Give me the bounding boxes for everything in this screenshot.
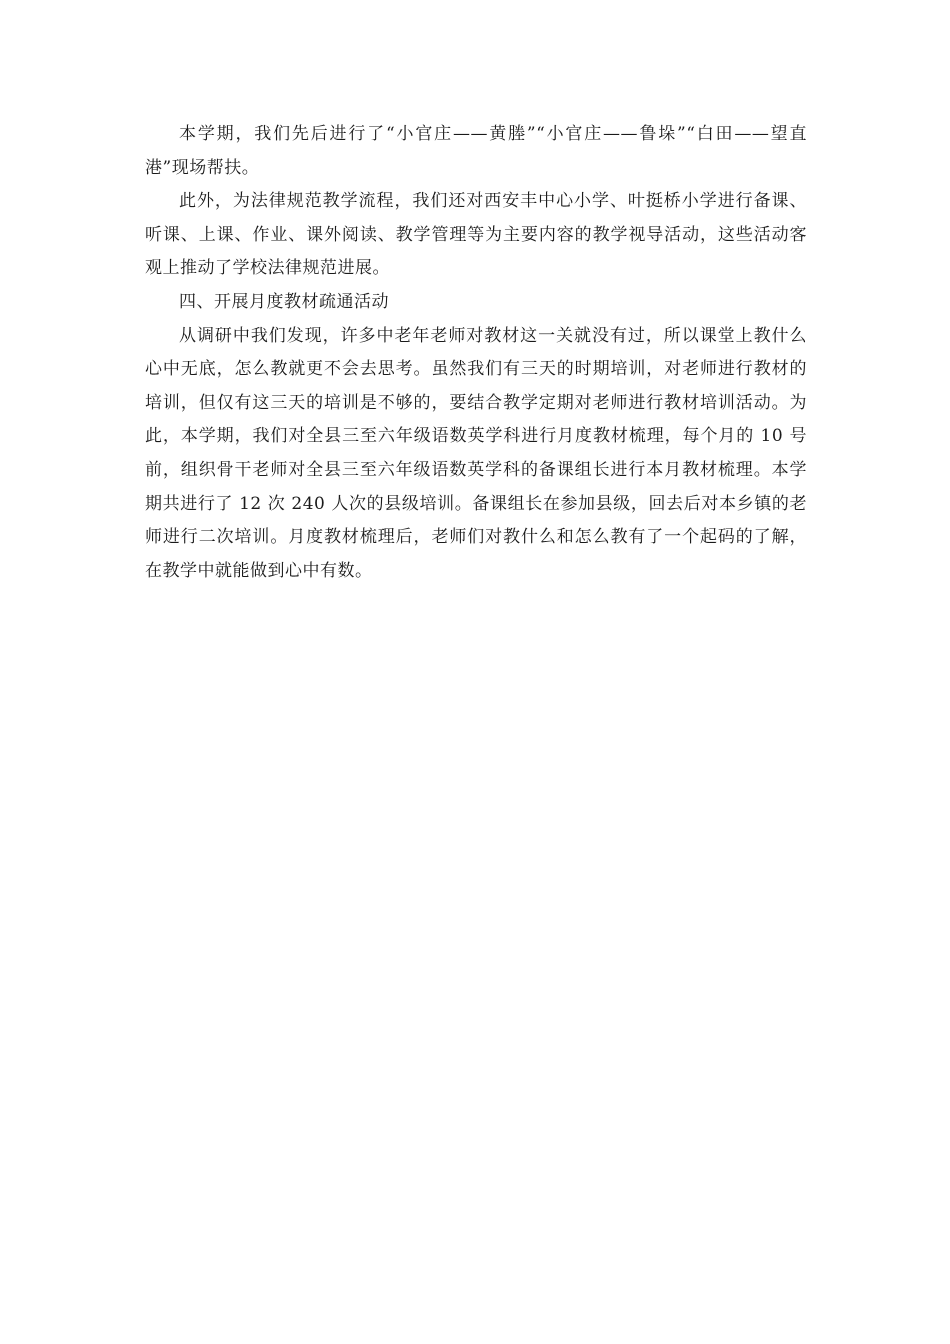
- paragraph-teaching-inspection: 此外，为法律规范教学流程，我们还对西安丰中心小学、叶挺桥小学进行备课、听课、上课、作业、课外阅读、教学管理等为主要内容的教学视导活动，这些活动客观上推动了学校法律规范进展。: [145, 191, 807, 279]
- document-body: [145, 118, 807, 588]
- section-heading-monthly-textbook: 四、开展月度教材疏通活动: [179, 291, 389, 312]
- paragraph-onsite-assistance: 本学期，我们先后进行了“小官庄——黄塍”“小官庄——鲁垛”“白田——望直港”现场帮扶。: [145, 124, 807, 178]
- paragraph-monthly-textbook-training: 从调研中我们发现，许多中老年老师对教材这一关就没有过，所以课堂上教什么心中无底，怎么教就更不会去思考。虽然我们有三天的时期培训，对老师进行教材的培训，但仅有这三天的培训是不够的，要结合教学定期对老师进行教材培训活动。为此，本学期，我们对全县三至六年级语数英学科进行月度教材梳理，每个月的 10 号前，组织骨干老师对全县三至六年级语数英学科的备课组长进行本月教材梳理。本学期共进行了 12 次 240 人次的县级培训。备课组长在参加县级，回去后对本乡镇的老师进行二次培训。月度教材梳理后，老师们对教什么和怎么教有了一个起码的了解，在教学中就能做到心中有数。: [145, 325, 807, 581]
